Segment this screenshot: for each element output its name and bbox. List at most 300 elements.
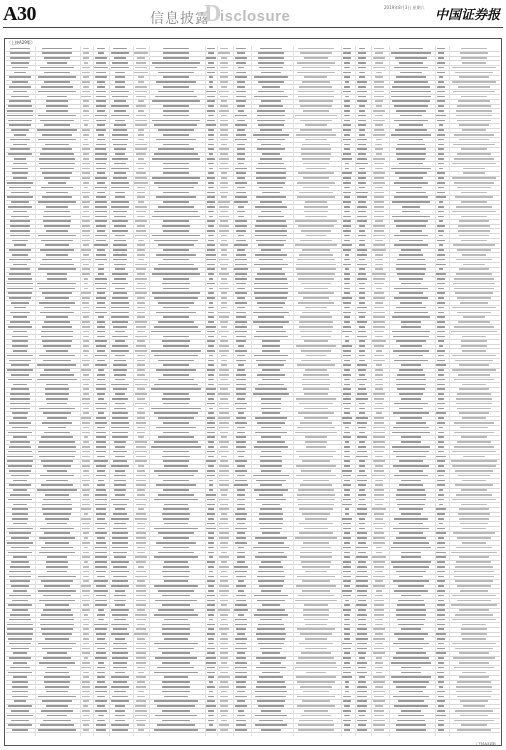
table-cell — [13, 652, 26, 654]
table-cell — [208, 585, 213, 587]
table-cell — [10, 408, 29, 410]
table-cell — [96, 72, 105, 74]
table-cell — [295, 667, 337, 669]
table-cell — [237, 288, 245, 290]
table-cell — [82, 216, 90, 218]
table-cell — [356, 456, 367, 458]
table-cell — [115, 705, 124, 707]
table-cell — [46, 192, 67, 194]
table-cell — [253, 134, 288, 136]
table-cell — [41, 484, 73, 486]
table-cell — [208, 144, 214, 146]
table-cell — [375, 100, 383, 102]
table-cell — [237, 144, 244, 146]
table-cell — [163, 259, 189, 261]
table-cell — [82, 662, 89, 664]
table-cell — [374, 86, 384, 88]
table-cell — [454, 379, 495, 381]
table-cell — [236, 384, 247, 386]
table-cell — [235, 676, 247, 678]
table-cell — [206, 388, 215, 390]
table-cell — [374, 163, 385, 165]
continuation-footer: （下转A31版） — [474, 742, 499, 746]
table-cell — [115, 192, 125, 194]
table-cell — [236, 312, 246, 314]
table-cell — [300, 240, 332, 242]
table-cell — [357, 475, 368, 477]
table-cell — [357, 451, 367, 453]
table-cell — [375, 268, 382, 270]
table-cell — [437, 648, 444, 650]
table-cell — [135, 710, 146, 712]
table-cell — [220, 153, 228, 155]
table-cell — [221, 278, 227, 280]
table-cell — [163, 537, 190, 539]
table-cell — [83, 57, 88, 59]
table-cell — [7, 288, 32, 290]
table-cell — [358, 652, 367, 654]
table-cell — [135, 518, 147, 520]
table-cell — [463, 168, 485, 170]
table-cell — [42, 48, 73, 50]
table-cell — [83, 595, 89, 597]
table-cell — [438, 144, 444, 146]
table-cell — [305, 436, 326, 438]
table-cell — [304, 57, 329, 59]
table-cell — [114, 556, 126, 558]
table-cell — [135, 206, 147, 208]
table-cell — [399, 355, 424, 357]
table-cell — [375, 504, 383, 506]
table-cell — [235, 139, 248, 141]
table-cell — [95, 340, 108, 342]
table-cell — [221, 177, 228, 179]
table-cell — [343, 576, 351, 578]
table-cell — [13, 417, 26, 419]
table-cell — [238, 235, 244, 237]
table-cell — [374, 499, 383, 501]
table-cell — [261, 211, 280, 213]
table-cell — [12, 691, 29, 693]
table-cell — [157, 667, 194, 669]
table-cell — [96, 432, 105, 434]
table-cell — [115, 379, 126, 381]
table-cell — [455, 72, 493, 74]
table-cell — [399, 369, 424, 371]
table-cell — [457, 696, 490, 698]
table-cell — [96, 729, 106, 731]
table-cell — [452, 643, 495, 645]
table-cell — [343, 177, 351, 179]
table-cell — [375, 148, 382, 150]
table-cell — [395, 57, 428, 59]
table-cell — [438, 408, 445, 410]
table-cell — [42, 292, 73, 294]
table-cell — [261, 451, 280, 453]
table-cell — [219, 465, 229, 467]
table-cell — [96, 288, 106, 290]
table-cell — [39, 302, 75, 304]
table-cell — [46, 206, 68, 208]
table-cell — [137, 196, 144, 198]
table-cell — [237, 427, 244, 429]
table-cell — [234, 484, 247, 486]
table-cell — [461, 489, 487, 491]
table-cell — [45, 638, 69, 640]
table-cell — [97, 86, 106, 88]
table-cell — [359, 465, 365, 467]
table-cell — [219, 345, 229, 347]
table-cell — [259, 105, 284, 107]
table-cell — [394, 312, 429, 314]
table-cell — [397, 374, 425, 376]
table-cell — [305, 124, 327, 126]
table-cell — [459, 124, 489, 126]
table-cell — [399, 460, 422, 462]
table-cell — [12, 681, 28, 683]
table-cell — [259, 676, 283, 678]
table-cell — [113, 144, 127, 146]
table-cell — [462, 624, 486, 626]
table-cell — [219, 148, 229, 150]
table-cell — [255, 715, 287, 717]
table-cell — [97, 528, 106, 530]
table-cell — [238, 345, 245, 347]
table-cell — [137, 57, 146, 59]
table-cell — [439, 220, 444, 222]
table-cell — [43, 720, 71, 722]
table-cell — [95, 364, 106, 366]
table-cell — [136, 345, 147, 347]
table-cell — [345, 168, 350, 170]
table-cell — [206, 657, 215, 659]
table-cell — [9, 470, 31, 472]
table-cell — [9, 297, 30, 299]
table-cell — [397, 259, 425, 261]
table-cell — [112, 158, 129, 160]
table-cell — [82, 81, 90, 83]
table-cell — [46, 105, 69, 107]
table-cell — [453, 244, 496, 246]
table-cell — [298, 412, 334, 414]
table-cell — [138, 129, 145, 131]
table-cell — [164, 580, 188, 582]
table-cell — [437, 542, 445, 544]
table-cell — [437, 96, 445, 98]
table-cell — [344, 624, 350, 626]
table-cell — [306, 446, 326, 448]
table-cell — [458, 475, 491, 477]
table-cell — [357, 628, 367, 630]
table-cell — [83, 676, 90, 678]
table-cell — [295, 600, 336, 602]
table-cell — [40, 249, 74, 251]
table-cell — [438, 696, 444, 698]
table-cell — [235, 648, 247, 650]
table-cell — [208, 576, 215, 578]
table-cell — [112, 412, 127, 414]
table-cell — [401, 480, 421, 482]
table-cell — [44, 307, 70, 309]
table-cell — [302, 590, 330, 592]
table-cell — [82, 600, 91, 602]
table-cell — [163, 201, 189, 203]
table-cell — [258, 705, 283, 707]
table-cell — [305, 624, 326, 626]
table-cell — [391, 91, 431, 93]
table-cell — [236, 172, 246, 174]
table-cell — [156, 139, 196, 141]
table-cell — [113, 460, 127, 462]
table-cell — [391, 168, 431, 170]
table-cell — [344, 369, 350, 371]
table-cell — [136, 446, 145, 448]
table-cell — [7, 456, 33, 458]
table-cell — [12, 240, 29, 242]
table-cell — [136, 571, 146, 573]
table-cell — [374, 696, 383, 698]
table-cell — [221, 235, 227, 237]
table-cell — [452, 595, 496, 597]
table-cell — [83, 340, 89, 342]
table-cell — [115, 331, 125, 333]
table-cell — [297, 628, 335, 630]
table-cell — [43, 220, 71, 222]
table-cell — [358, 67, 366, 69]
table-cell — [344, 532, 350, 534]
table-cell — [162, 624, 189, 626]
table-cell — [401, 556, 421, 558]
table-cell — [44, 124, 71, 126]
table-cell — [301, 336, 330, 338]
table-cell — [372, 273, 385, 275]
table-cell — [112, 62, 128, 64]
table-cell — [436, 652, 445, 654]
table-cell — [358, 552, 367, 554]
table-cell — [11, 96, 30, 98]
table-cell — [10, 441, 29, 443]
table-cell — [95, 657, 107, 659]
table-continuation-note: （上接A29版） — [7, 40, 35, 45]
table-cell — [256, 360, 287, 362]
table-cell — [112, 580, 128, 582]
table-cell — [206, 729, 215, 731]
table-cell — [236, 681, 247, 683]
table-cell — [113, 326, 127, 328]
table-cell — [438, 643, 443, 645]
table-cell — [238, 590, 244, 592]
table-cell — [236, 446, 245, 448]
table-cell — [297, 259, 334, 261]
table-cell — [208, 105, 213, 107]
table-cell — [10, 139, 31, 141]
table-cell — [375, 388, 382, 390]
table-cell — [137, 249, 145, 251]
table-cell — [163, 345, 189, 347]
table-cell — [357, 648, 367, 650]
table-cell — [40, 528, 74, 530]
table-cell — [438, 628, 444, 630]
table-cell — [399, 177, 423, 179]
table-cell — [220, 264, 229, 266]
table-cell — [136, 600, 146, 602]
table-cell — [438, 436, 444, 438]
table-cell — [236, 230, 245, 232]
table-cell — [220, 576, 227, 578]
table-cell — [257, 681, 285, 683]
table-cell — [220, 398, 227, 400]
table-cell — [373, 297, 386, 299]
table-cell — [221, 249, 228, 251]
table-cell — [96, 571, 107, 573]
table-cell — [207, 504, 214, 506]
table-cell — [455, 196, 494, 198]
table-cell — [438, 595, 443, 597]
table-cell — [158, 360, 194, 362]
table-cell — [437, 388, 444, 390]
table-cell — [11, 547, 30, 549]
table-cell — [260, 158, 283, 160]
table-cell — [206, 124, 215, 126]
table-cell — [163, 172, 189, 174]
table-cell — [459, 235, 488, 237]
table-cell — [461, 345, 487, 347]
table-cell — [236, 657, 246, 659]
table-cell — [298, 91, 333, 93]
table-cell — [221, 57, 228, 59]
table-cell — [97, 427, 105, 429]
table-cell — [396, 729, 427, 731]
table-cell — [451, 552, 496, 554]
table-cell — [8, 604, 31, 606]
table-cell — [136, 542, 146, 544]
table-cell — [303, 110, 329, 112]
table-cell — [158, 417, 194, 419]
table-cell — [344, 432, 351, 434]
table-cell — [257, 609, 285, 611]
table-cell — [14, 700, 27, 702]
table-cell — [83, 316, 88, 318]
table-cell — [439, 489, 444, 491]
table-cell — [372, 249, 385, 251]
table-cell — [235, 124, 247, 126]
table-cell — [304, 340, 328, 342]
table-cell — [372, 508, 385, 510]
table-cell — [12, 254, 28, 256]
table-cell — [256, 168, 286, 170]
table-cell — [344, 619, 350, 621]
table-cell — [358, 331, 367, 333]
table-cell — [13, 489, 27, 491]
table-cell — [455, 360, 493, 362]
table-cell — [114, 480, 126, 482]
table-cell — [136, 628, 146, 630]
table-cell — [459, 412, 488, 414]
table-cell — [236, 379, 247, 381]
table-cell — [460, 590, 488, 592]
table-cell — [219, 403, 228, 405]
table-cell — [376, 288, 382, 290]
table-cell — [10, 235, 29, 237]
table-cell — [40, 67, 75, 69]
table-cell — [11, 129, 28, 131]
table-cell — [136, 288, 146, 290]
table-cell — [344, 206, 349, 208]
table-cell — [357, 206, 367, 208]
table-cell — [95, 211, 108, 213]
table-cell — [219, 288, 229, 290]
table-cell — [342, 331, 351, 333]
table-cell — [437, 350, 445, 352]
table-cell — [236, 134, 247, 136]
table-cell — [96, 91, 106, 93]
table-cell — [44, 681, 70, 683]
table-cell — [96, 388, 105, 390]
table-cell — [115, 494, 125, 496]
table-cell — [374, 494, 384, 496]
table-cell — [221, 436, 228, 438]
table-cell — [456, 547, 492, 549]
table-cell — [135, 124, 148, 126]
table-cell — [235, 76, 247, 78]
table-cell — [457, 537, 491, 539]
table-cell — [11, 475, 29, 477]
table-cell — [437, 172, 445, 174]
table-cell — [235, 57, 247, 59]
table-cell — [397, 158, 425, 160]
table-cell — [255, 225, 287, 227]
table-cell — [453, 532, 495, 534]
table-cell — [259, 513, 283, 515]
table-cell — [357, 532, 368, 534]
table-cell — [81, 96, 90, 98]
table-cell — [357, 436, 366, 438]
table-cell — [237, 81, 244, 83]
table-cell — [438, 230, 445, 232]
table-cell — [207, 158, 215, 160]
table-cell — [82, 556, 91, 558]
table-cell — [136, 648, 147, 650]
table-cell — [162, 604, 189, 606]
table-cell — [135, 148, 146, 150]
table-cell — [219, 537, 229, 539]
table-cell — [83, 364, 89, 366]
table-cell — [135, 384, 146, 386]
table-cell — [83, 86, 89, 88]
table-cell — [135, 278, 147, 280]
table-cell — [7, 110, 32, 112]
table-cell — [394, 403, 427, 405]
table-cell — [463, 456, 485, 458]
table-cell — [374, 196, 384, 198]
page-number: A30 — [3, 3, 36, 25]
table-cell — [45, 393, 69, 395]
table-cell — [43, 595, 71, 597]
table-cell — [82, 523, 91, 525]
table-cell — [460, 715, 488, 717]
table-cell — [235, 624, 247, 626]
table-cell — [345, 508, 350, 510]
table-cell — [375, 254, 382, 256]
table-cell — [42, 508, 71, 510]
table-cell — [359, 76, 365, 78]
table-cell — [207, 369, 214, 371]
table-cell — [96, 542, 106, 544]
table-cell — [437, 590, 445, 592]
table-cell — [437, 566, 445, 568]
table-cell — [163, 86, 189, 88]
table-cell — [237, 307, 245, 309]
